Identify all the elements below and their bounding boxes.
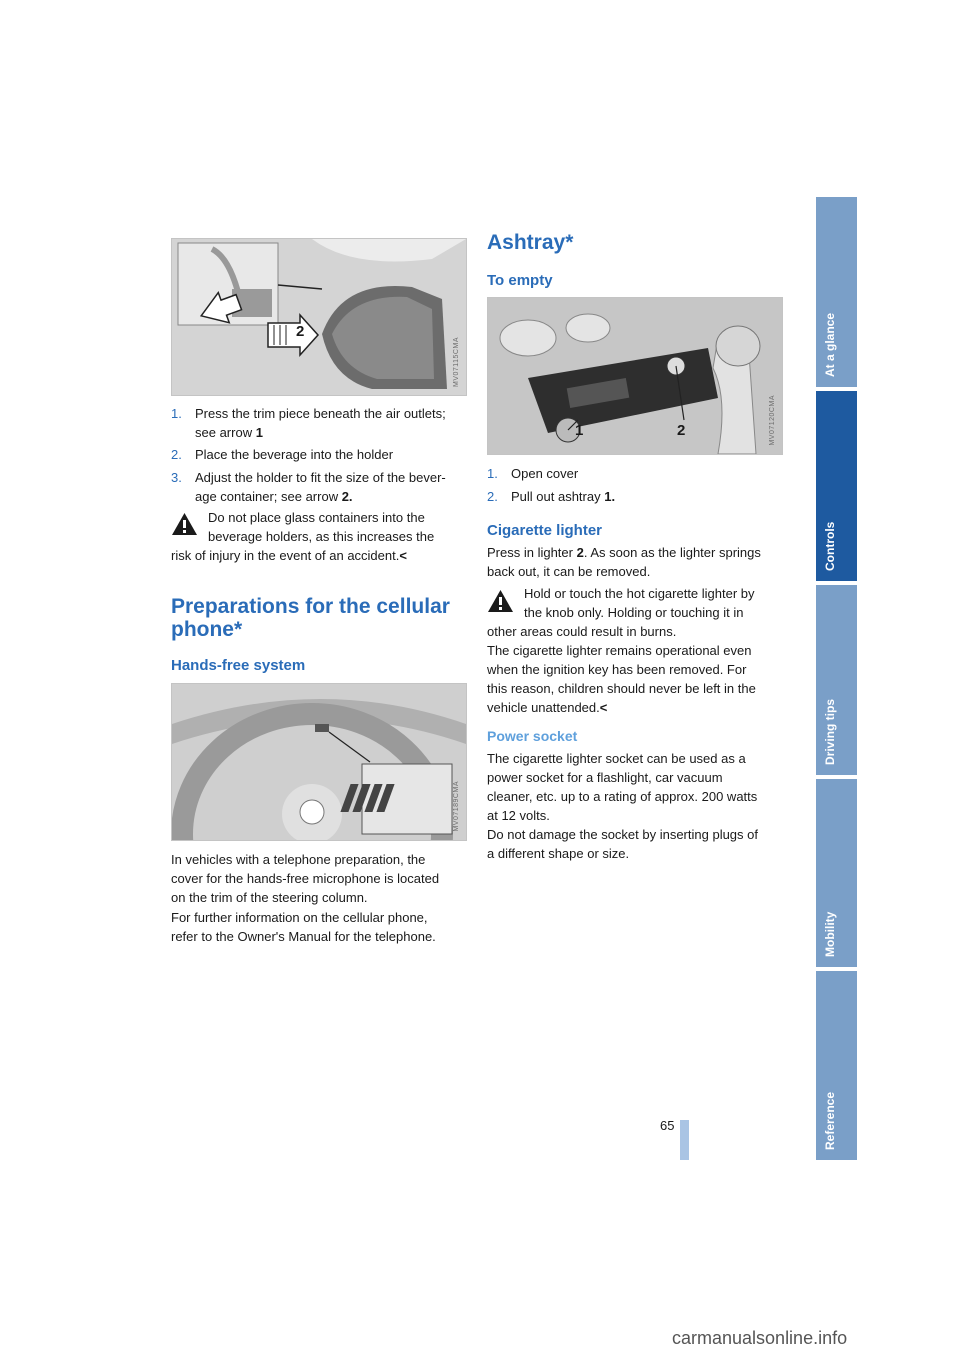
figure-callout-2: 2 — [296, 323, 305, 340]
figure-id: MV07120CMA — [769, 395, 776, 446]
step-text: Open cover — [511, 466, 579, 481]
para-press-in-lighter: Press in lighter 2. As soon as the lighter springs back out, it can be removed. — [487, 545, 761, 579]
step-number: 1. — [487, 466, 498, 481]
para-power-socket: The cigarette lighter socket can be used as a power socket for a flashlight, car vacuum cleaner, etc. up to a rating of approx. 200 watts at 12 volts. Do not damage the socket by inserting plugs of a different shape or size. — [487, 751, 758, 861]
step-number: 3. — [171, 470, 182, 485]
page-number: 65 — [660, 1118, 675, 1133]
figure-id: MV07115CMA — [453, 336, 460, 387]
hands-free-figure — [171, 683, 467, 841]
step-text: Press the trim piece beneath the air outlets; see arrow 1 — [195, 406, 446, 440]
heading-cellular-phone: Preparations for the cellular phone* — [171, 595, 450, 641]
heading-power-socket: Power socket — [487, 728, 578, 744]
para-telephone-preparation: In vehicles with a telephone preparation, the cover for the hands-free microphone is located on the trim of the steering column. — [171, 852, 440, 905]
footer-watermark: carmanualsonline.info — [672, 1328, 848, 1348]
warning-text-beverage: Do not place glass containers into the beverage holders, as this increases the risk of injury in the event of an accident.< — [171, 510, 435, 563]
step-text: Adjust the holder to fit the size of the bever- age container; see arrow 2. — [195, 470, 446, 504]
step-1 — [171, 404, 471, 442]
tab-reference[interactable]: Reference — [816, 971, 857, 1160]
page-marker-bar — [680, 1120, 689, 1160]
heading-to-empty: To empty — [487, 272, 553, 289]
step-number: 2. — [171, 447, 182, 462]
step-text: Place the beverage into the holder — [195, 447, 394, 462]
step-number: 1. — [171, 406, 182, 421]
figure-id: MV07189CMA — [453, 781, 460, 832]
figure-callout-1: 1 — [575, 422, 584, 439]
tab-driving-tips[interactable]: Driving tips — [816, 585, 857, 775]
step-number: 2. — [487, 489, 498, 504]
step-pull-out-ashtray — [487, 487, 787, 506]
heading-hands-free: Hands-free system — [171, 657, 306, 674]
beverage-holder-figure — [171, 238, 467, 396]
heading-cigarette-lighter: Cigarette lighter — [487, 522, 603, 539]
ashtray-figure — [487, 297, 783, 455]
figure-callout-2: 2 — [677, 422, 686, 439]
warning-text-lighter: Hold or touch the hot cigarette lighter by the knob only. Holding or touching it in other areas could result in burns. The cigarette lighter remains operational even when the ignition key has been removed. For this reason, children should never be left in the vehicle unattended.< — [487, 586, 756, 715]
tab-at-a-glance[interactable]: At a glance — [816, 197, 857, 387]
para-further-information: For further information on the cellular phone, refer to the Owner's Manual for the telephone. — [171, 910, 436, 944]
tab-mobility[interactable]: Mobility — [816, 779, 857, 967]
step-open-cover — [487, 464, 787, 483]
chapter-sidebar — [816, 197, 857, 1160]
step-2 — [171, 445, 471, 464]
step-text: Pull out ashtray 1. — [511, 489, 616, 504]
step-3 — [171, 468, 471, 506]
heading-ashtray: Ashtray* — [487, 231, 574, 254]
tab-controls[interactable]: Controls — [816, 391, 857, 581]
